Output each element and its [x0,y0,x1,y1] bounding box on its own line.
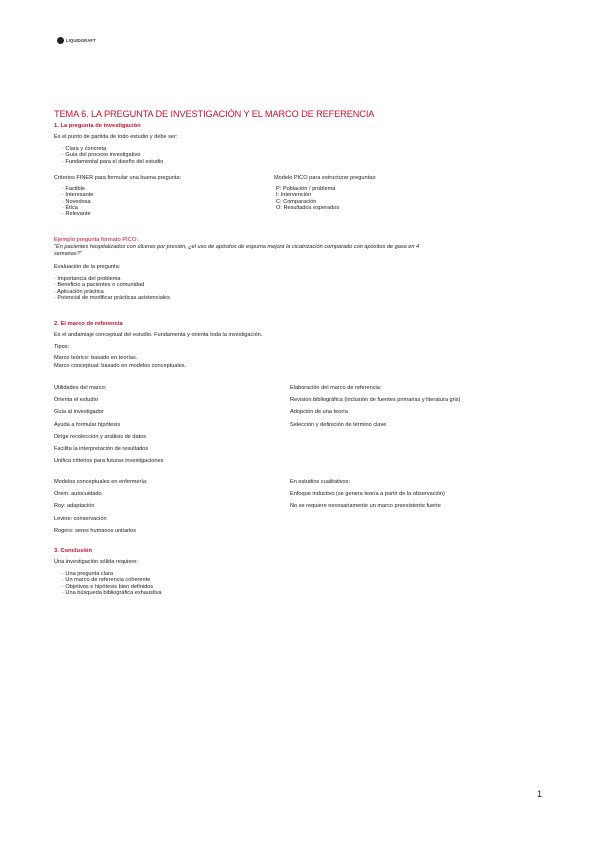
list-item: · Clara y concreta [62,146,107,152]
list-item: · Relevante [62,211,91,218]
section1-intro: Es el punto de partida de todo estudio y debe ser: [54,134,178,140]
logo-mark-icon [57,37,64,44]
list-item: · Interesante [62,192,94,199]
eval-title: Evaluación de la pregunta: [54,264,121,270]
logo-text: LIQUIDGRAFT [66,38,96,43]
page-title: TEMA 6. LA PREGUNTA DE INVESTIGACIÓN Y EL MARCO DE REFERENCIA [54,109,375,119]
example-line-2: semanas?" [54,251,82,257]
qual-title: En estudios cualitativos: [290,479,351,485]
list-item: · Aplicación práctica [54,288,104,295]
list-item: Levine: conservación [54,515,107,522]
list-item: · Una búsqueda bibliográfica exhaustiva [62,589,162,596]
list-item: C: Comparación [276,198,317,205]
list-item: No se requiere necesariamente un marco preexistente fuerte [290,503,441,510]
models-title: Modelos conceptuales en enfermería: [54,479,148,485]
list-item: · Una pregunta clara [62,571,113,577]
type-conceptual: Marco conceptual: basado en modelos conceptuales. [54,363,187,369]
list-item: · Potencial de modificar prácticas asistenciales [54,294,170,301]
list-item: Roy: adaptación [54,503,95,510]
list-item: O: Resultados esperados [276,204,340,211]
list-item: · Fundamental para el diseño del estudio [62,158,164,165]
brand-logo [57,37,96,44]
list-item: · Un marco de referencia coherente [62,577,151,584]
list-item: Facilita la interpretación de resultados [54,446,149,453]
list-item: · Objetivos e hipótesis bien definidos [62,583,154,590]
list-item: Guía al investigador [54,409,104,416]
type-theoretical: Marco teórico: basado en teorías. [54,355,138,361]
eval-list [54,276,170,301]
list-item: · Novedosa [62,198,91,205]
qual-list [290,491,445,516]
example-line-1: "En pacientes hospitalizados con úlceras por presión, ¿el uso de apósitos de espuma mejora la cicatrización comparado con apósitos de gasa en 4 [54,244,420,250]
list-item: · Ética [62,204,78,211]
section3-heading: 3. Conclusión [54,548,93,554]
util-title: Utilidades del marco: [54,385,107,391]
section3-intro: Una investigación sólida requiere: [54,559,138,565]
elab-list [290,397,460,434]
list-item: · Guía del proceso investigativo [62,152,141,159]
section2-heading: 2. El marco de referencia [54,321,123,327]
example-heading: Ejemplo pregunta formato PICO: [54,237,139,243]
elab-title: Elaboración del marco de referencia: [290,385,382,391]
list-item: Revisión bibliográfica (inclusión de fuentes primarias y literatura gris) [290,397,461,403]
list-item: Orienta el estudio [54,397,98,403]
list-item: Adopción de una teoría [290,409,348,416]
list-item: Orem: autocuidado [54,491,102,497]
list-item: Enfoque inductivo (se genera teoría a partir de la observación) [290,491,445,497]
pico-list [276,186,339,211]
list-item: Unifica criterios para futuras investigaciones [54,458,164,465]
section2-intro: Es el andamiaje conceptual del estudio. Fundamenta y orienta toda la investigación. [54,332,263,338]
list-item: · Beneficio a pacientes o comunidad [54,282,145,289]
list-item: · Importancia del problema [54,276,121,282]
list-item: I: Intervención [276,192,312,199]
finer-title: Criterios FINER para formular una buena pregunta: [54,175,182,181]
util-list [54,397,163,471]
list-item: Rogers: seres humanos unitarios [54,527,137,534]
page-number: 1 [537,789,543,799]
types-title: Tipos: [54,344,70,350]
section1-heading: 1. La pregunta de investigación [54,123,141,129]
list-item: Selección y definición de término clave [290,421,387,428]
list-item: P: Población / problema [276,186,336,192]
finer-list [62,186,93,217]
list-item: Dirige recolección y análisis de datos [54,433,147,440]
qualities-list [62,146,163,165]
pico-title: Modelo PICO para estructurar preguntas: [274,175,377,181]
conclusion-list [62,571,162,596]
list-item: Ayuda a formular hipótesis [54,421,121,428]
list-item: · Factible [62,186,86,192]
models-list [54,491,136,540]
